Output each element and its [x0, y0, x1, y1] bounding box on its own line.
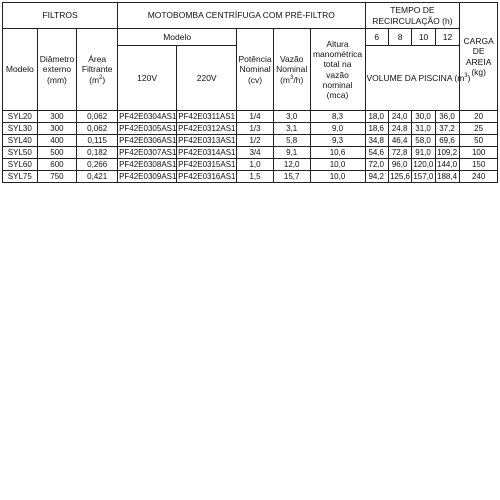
tempo-12h-header: 12: [435, 29, 459, 46]
cell-modelo: SYL75: [3, 171, 38, 183]
cell-potencia: 1/2: [237, 135, 274, 147]
cell-v12: 188,4: [435, 171, 459, 183]
voltage-220v-header: 220V: [177, 46, 237, 111]
cell-diametro: 300: [37, 111, 77, 123]
cell-v12: 36,0: [435, 111, 459, 123]
table-row: [3, 135, 498, 147]
cell-v10: 120,0: [413, 159, 434, 169]
cell-v6: 18,6: [365, 123, 388, 135]
cell-m120: PF42E0305AS1: [119, 123, 177, 133]
cell-v6: 54,6: [365, 147, 388, 159]
cell-carga: 100: [460, 147, 498, 159]
potencia-column-header: Potência Nominal (cv): [237, 29, 274, 111]
cell-diametro: 300: [37, 123, 77, 135]
voltage-120v-header: 120V: [118, 46, 177, 111]
cell-carga: 50: [460, 135, 498, 147]
vazao-header-text: Vazão Nominal (m: [276, 54, 308, 85]
cell-v10: 157,0: [413, 171, 434, 181]
tempo-recirculacao-header: TEMPO DE RECIRCULAÇÃO (h): [365, 3, 460, 29]
cell-m220: PF42E0314AS1: [178, 147, 236, 157]
modelo-group-header: Modelo: [118, 29, 237, 46]
cell-area: 0,182: [77, 147, 118, 159]
cell-modelo: SYL40: [3, 135, 38, 147]
table-row: [3, 159, 498, 171]
cell-v12: 69,6: [435, 135, 459, 147]
cell-modelo: SYL30: [3, 123, 38, 135]
tempo-6h-header: 6: [365, 29, 388, 46]
cell-vazao: 3,0: [273, 111, 310, 123]
cell-v6: 18,0: [365, 111, 388, 123]
cell-carga: 150: [460, 159, 498, 171]
carga-areia-header: CARGA DE AREIA (kg): [460, 3, 498, 111]
cell-v12: 109,2: [435, 147, 459, 159]
table-row: [3, 123, 498, 135]
cell-vazao: 15,7: [273, 171, 310, 183]
cell-altura: 8,3: [310, 111, 365, 123]
modelo-column-header: Modelo: [3, 29, 38, 111]
cell-v10: 31,0: [412, 123, 435, 135]
cell-altura: 9,0: [310, 123, 365, 135]
tempo-10h-header: 10: [412, 29, 435, 46]
volume-header-sup: 3: [464, 73, 468, 80]
cell-v8: 72,8: [388, 147, 411, 159]
cell-altura: 10,6: [310, 147, 365, 159]
cell-v8: 46,4: [388, 135, 411, 147]
cell-m120: PF42E0306AS1: [119, 135, 177, 145]
vazao-header-sup: 3: [290, 74, 294, 81]
cell-potencia: 1/3: [237, 123, 274, 135]
cell-m220: PF42E0316AS1: [178, 171, 236, 181]
table-row: [3, 171, 498, 183]
cell-diametro: 600: [37, 159, 77, 171]
cell-altura: 9,3: [310, 135, 365, 147]
cell-area: 0,421: [77, 171, 118, 183]
cell-v8: 125,6: [389, 171, 410, 181]
cell-area: 0,062: [77, 111, 118, 123]
cell-altura: 10,0: [310, 171, 365, 183]
cell-v10: 91,0: [412, 147, 435, 159]
cell-potencia: 1,0: [237, 159, 274, 171]
cell-v10: 58,0: [412, 135, 435, 147]
cell-v8: 96,0: [388, 159, 411, 171]
cell-carga: 20: [460, 111, 498, 123]
cell-area: 0,266: [77, 159, 118, 171]
cell-modelo: SYL50: [3, 147, 38, 159]
cell-modelo: SYL60: [3, 159, 38, 171]
cell-vazao: 9,1: [273, 147, 310, 159]
cell-v12: 144,0: [435, 159, 459, 171]
cell-vazao: 3,1: [273, 123, 310, 135]
table-row: [3, 147, 498, 159]
table-row: [3, 111, 498, 123]
cell-modelo: SYL20: [3, 111, 38, 123]
cell-carga: 240: [460, 171, 498, 183]
cell-vazao: 12,0: [273, 159, 310, 171]
cell-m120: PF42E0307AS1: [119, 147, 177, 157]
cell-v8: 24,8: [388, 123, 411, 135]
cell-m220: PF42E0312AS1: [178, 123, 236, 133]
cell-m220: PF42E0311AS1: [178, 111, 236, 121]
cell-diametro: 750: [37, 171, 77, 183]
cell-v6: 94,2: [365, 171, 388, 183]
area-column-header: [77, 29, 118, 111]
cell-m220: PF42E0313AS1: [178, 135, 236, 145]
cell-diametro: 500: [37, 147, 77, 159]
area-header-text: Área Filtrante (m: [81, 54, 113, 85]
cell-m120: PF42E0304AS1: [119, 111, 177, 121]
cell-m120: PF42E0308AS1: [119, 159, 177, 169]
cell-vazao: 5,8: [273, 135, 310, 147]
area-header-sup: 2: [99, 74, 103, 81]
vazao-header-close: /h): [293, 74, 304, 85]
cell-v8: 24,0: [388, 111, 411, 123]
table-body: [3, 111, 498, 183]
cell-carga: 25: [460, 123, 498, 135]
diametro-column-header: Diâmetro externo (mm): [37, 29, 77, 111]
volume-header-text: VOLUME DA PISCINA (m: [366, 72, 465, 83]
cell-area: 0,062: [77, 123, 118, 135]
cell-area: 0,115: [77, 135, 118, 147]
volume-header-close: ): [467, 72, 471, 83]
cell-potencia: 3/4: [237, 147, 274, 159]
cell-altura: 10,0: [310, 159, 365, 171]
cell-potencia: 1,5: [237, 171, 274, 183]
cell-v12: 37,2: [435, 123, 459, 135]
cell-potencia: 1/4: [237, 111, 274, 123]
product-spec-table: [2, 2, 498, 183]
cell-v6: 72,0: [365, 159, 388, 171]
cell-diametro: 400: [37, 135, 77, 147]
altura-column-header: Altura manométrica total na vazão nominal (mca): [310, 29, 365, 111]
tempo-8h-header: 8: [388, 29, 411, 46]
cell-v6: 34,8: [365, 135, 388, 147]
motobomba-header: MOTOBOMBA CENTRÍFUGA COM PRÉ-FILTRO: [118, 3, 365, 29]
filtros-header: FILTROS: [3, 3, 118, 29]
volume-piscina-header: [365, 46, 471, 111]
cell-m120: PF42E0309AS1: [119, 171, 177, 181]
area-header-close: ): [102, 74, 106, 85]
cell-v10: 30,0: [412, 111, 435, 123]
vazao-column-header: [273, 29, 310, 111]
cell-m220: PF42E0315AS1: [178, 159, 236, 169]
